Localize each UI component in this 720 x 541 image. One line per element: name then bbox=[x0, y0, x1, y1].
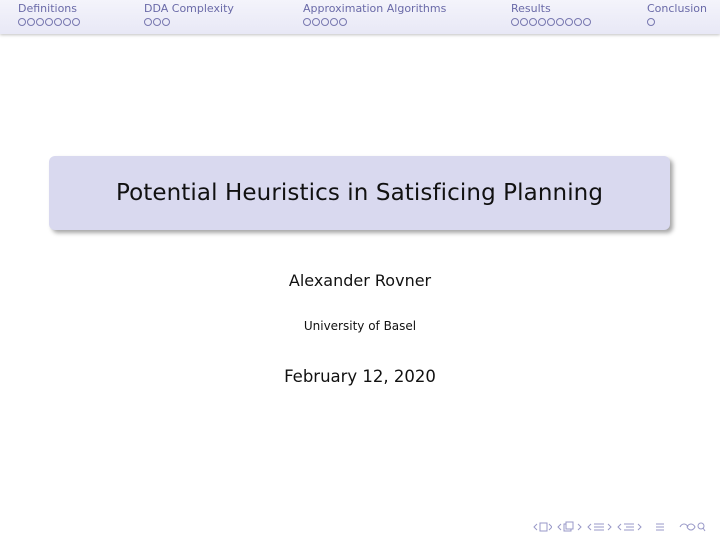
frame-dot[interactable] bbox=[321, 18, 329, 26]
frame-dot[interactable] bbox=[547, 18, 555, 26]
frame-dot[interactable] bbox=[36, 18, 44, 26]
frame-dot[interactable] bbox=[583, 18, 591, 26]
frame-dots bbox=[144, 18, 234, 26]
nav-search-icon[interactable] bbox=[678, 521, 706, 533]
nav-section-dda-complexity[interactable] bbox=[144, 2, 234, 26]
nav-appendix-icon[interactable] bbox=[654, 521, 666, 533]
section-navigation-bar bbox=[0, 0, 720, 34]
nav-section-label[interactable]: Definitions bbox=[18, 2, 77, 15]
nav-section-approximation-algorithms[interactable] bbox=[303, 2, 446, 26]
frame-dot[interactable] bbox=[574, 18, 582, 26]
title-box bbox=[49, 156, 670, 230]
frame-dot[interactable] bbox=[312, 18, 320, 26]
nav-section-conclusion[interactable] bbox=[647, 2, 707, 26]
slide-date: February 12, 2020 bbox=[284, 367, 436, 386]
frame-dot[interactable] bbox=[144, 18, 152, 26]
nav-section-label[interactable]: Results bbox=[511, 2, 551, 15]
frame-dot[interactable] bbox=[529, 18, 537, 26]
nav-section-icon[interactable] bbox=[616, 521, 642, 533]
nav-first-icon[interactable] bbox=[532, 521, 552, 533]
frame-dot[interactable] bbox=[27, 18, 35, 26]
frame-dot[interactable] bbox=[162, 18, 170, 26]
frame-dot[interactable] bbox=[153, 18, 161, 26]
slide-author: Alexander Rovner bbox=[288, 271, 432, 290]
slide-title: Potential Heuristics in Satisficing Planning bbox=[115, 180, 604, 206]
nav-section-label[interactable]: Approximation Algorithms bbox=[303, 2, 447, 15]
nav-section-definitions[interactable] bbox=[18, 2, 80, 26]
frame-dot[interactable] bbox=[54, 18, 62, 26]
frame-dot[interactable] bbox=[18, 18, 26, 26]
nav-section-label[interactable]: Conclusion bbox=[647, 2, 707, 15]
frame-dot[interactable] bbox=[63, 18, 71, 26]
frame-dot[interactable] bbox=[520, 18, 528, 26]
frame-dot[interactable] bbox=[647, 18, 655, 26]
frame-dots bbox=[18, 18, 80, 26]
frame-dot[interactable] bbox=[511, 18, 519, 26]
frame-dots bbox=[303, 18, 446, 26]
frame-dot[interactable] bbox=[339, 18, 347, 26]
frame-dot[interactable] bbox=[45, 18, 53, 26]
nav-subsection-icon[interactable] bbox=[586, 521, 612, 533]
frame-dots bbox=[647, 18, 707, 26]
frame-dot[interactable] bbox=[330, 18, 338, 26]
frame-dots bbox=[511, 18, 591, 26]
frame-dot[interactable] bbox=[303, 18, 311, 26]
frame-dot[interactable] bbox=[538, 18, 546, 26]
slide-institute: University of Basel bbox=[303, 319, 417, 333]
nav-section-results[interactable] bbox=[511, 2, 591, 26]
beamer-navigation-controls bbox=[532, 521, 706, 533]
nav-frame-icon[interactable] bbox=[556, 521, 582, 533]
nav-section-label[interactable]: DDA Complexity bbox=[144, 2, 234, 15]
frame-dot[interactable] bbox=[565, 18, 573, 26]
frame-dot[interactable] bbox=[72, 18, 80, 26]
frame-dot[interactable] bbox=[556, 18, 564, 26]
